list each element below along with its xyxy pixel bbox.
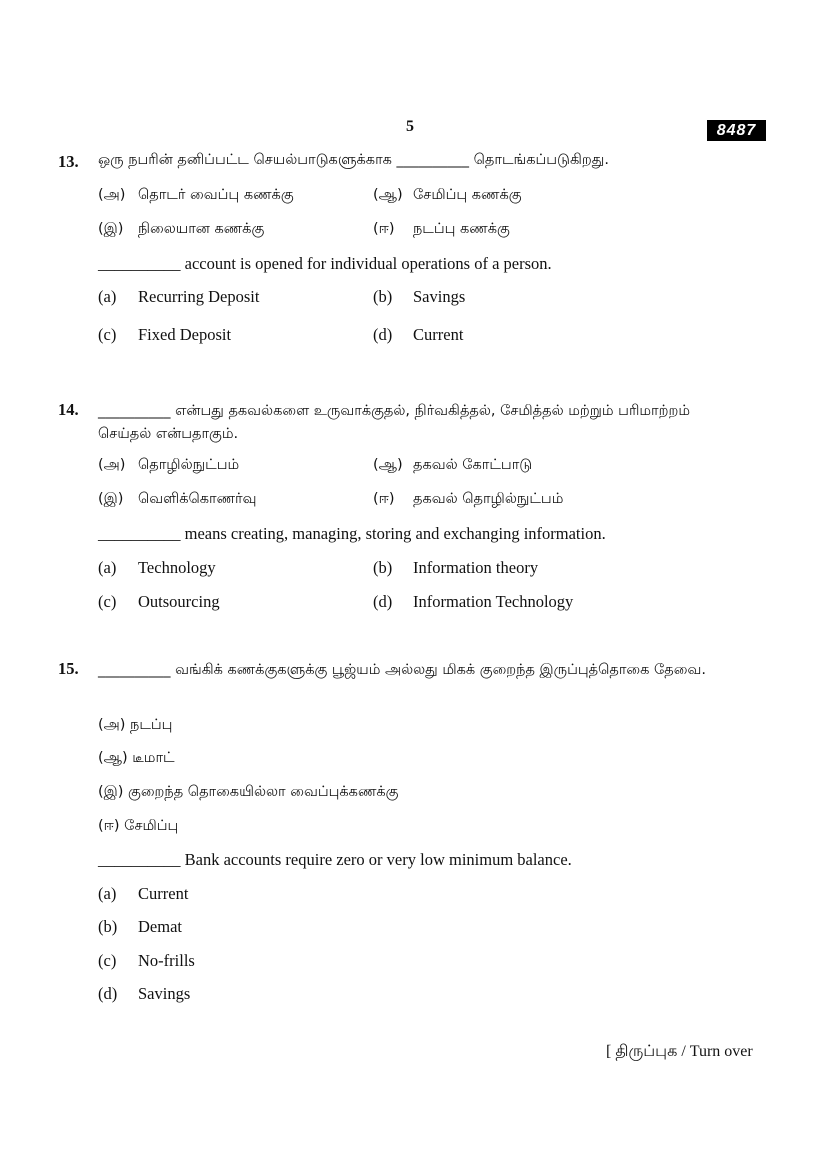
- option-label: (d): [373, 325, 393, 344]
- option-a-english: [98, 558, 216, 578]
- option-b-tamil: [373, 187, 522, 205]
- option-label: (c): [98, 325, 117, 344]
- option-text: Current: [138, 884, 189, 903]
- question-number: 15.: [58, 659, 79, 678]
- option-text: No-frills: [138, 951, 195, 970]
- option-text: Technology: [138, 558, 216, 577]
- english-question-text: __________ Bank accounts require zero or very low minimum balance.: [98, 850, 572, 869]
- option-a-tamil: [98, 187, 294, 205]
- option-label: (b): [373, 558, 393, 577]
- option-text: சேமிப்பு: [124, 818, 179, 834]
- option-text: Current: [413, 325, 464, 344]
- option-text: வெளிக்கொணர்வு: [138, 491, 257, 507]
- option-label: (ஈ): [98, 818, 120, 834]
- option-d-english: [98, 984, 190, 1004]
- option-c-english: [98, 325, 231, 345]
- tamil-question-text: ஒரு நபரின் தனிப்பட்ட செயல்பாடுகளுக்காக __________ தொடங்கப்படுகிறது.: [98, 152, 609, 168]
- option-text: Demat: [138, 917, 182, 936]
- tamil-question-text: __________ வங்கிக் கணக்குகளுக்கு பூஜ்யம் அல்லது மிகக் குறைந்த இருப்புத்தொகை தேவை.: [98, 662, 706, 678]
- paper-code-badge: 8487: [707, 120, 766, 141]
- option-label: (ஈ): [373, 491, 395, 507]
- option-a-tamil: [98, 717, 172, 735]
- option-text: Fixed Deposit: [138, 325, 232, 344]
- option-label: (அ): [98, 717, 126, 733]
- option-label: (a): [98, 287, 117, 306]
- turn-over-footer: [ திருப்புக / Turn over: [606, 1043, 753, 1060]
- option-b-tamil: [98, 750, 175, 768]
- option-text: நடப்பு கணக்கு: [413, 221, 510, 237]
- option-c-tamil: [98, 221, 264, 239]
- option-label: (அ): [98, 187, 126, 203]
- option-a-tamil: [98, 457, 239, 475]
- option-b-english: [98, 917, 182, 937]
- option-text: நிலையான கணக்கு: [138, 221, 265, 237]
- option-text: நடப்பு: [130, 717, 173, 733]
- option-text: டீமாட்: [132, 750, 175, 766]
- english-question-text: __________ means creating, managing, storing and exchanging information.: [98, 524, 606, 543]
- option-label: (c): [98, 951, 117, 970]
- option-text: Recurring Deposit: [138, 287, 260, 306]
- option-d-tamil: [98, 818, 178, 836]
- option-label: (b): [373, 287, 393, 306]
- option-d-tamil: [373, 221, 510, 239]
- option-c-tamil: [98, 491, 257, 509]
- option-a-english: [98, 884, 188, 904]
- option-label: (ஆ): [373, 457, 403, 473]
- option-d-english: [373, 325, 463, 345]
- option-text: குறைந்த தொகையில்லா வைப்புக்கணக்கு: [128, 784, 399, 800]
- option-text: தொழில்நுட்பம்: [138, 457, 240, 473]
- option-label: (b): [98, 917, 118, 936]
- question-number: 14.: [58, 400, 79, 419]
- question-number: 13.: [58, 152, 79, 171]
- option-label: (c): [98, 592, 117, 611]
- option-label: (d): [98, 984, 118, 1003]
- option-b-english: [373, 287, 465, 307]
- page-number: 5: [406, 118, 414, 135]
- option-label: (இ): [98, 221, 124, 237]
- option-label: (d): [373, 592, 393, 611]
- option-label: (இ): [98, 784, 124, 800]
- tamil-question-text: __________ என்பது தகவல்களை உருவாக்குதல், நிர்வகித்தல், சேமித்தல் மற்றும் பரிமாற்றம் செய்தல் என்பதாகும்.: [98, 403, 691, 442]
- option-label: (அ): [98, 457, 126, 473]
- option-text: Savings: [413, 287, 466, 306]
- option-d-tamil: [373, 491, 563, 509]
- option-b-english: [373, 558, 538, 578]
- option-label: (a): [98, 884, 117, 903]
- option-text: தொடர் வைப்பு கணக்கு: [138, 187, 294, 203]
- option-c-english: [98, 951, 195, 971]
- option-c-tamil: [98, 784, 398, 802]
- option-text: Information theory: [413, 558, 539, 577]
- option-d-english: [373, 592, 573, 612]
- option-label: (இ): [98, 491, 124, 507]
- option-label: (ஆ): [373, 187, 403, 203]
- option-text: தகவல் தொழில்நுட்பம்: [413, 491, 564, 507]
- option-text: தகவல் கோட்பாடு: [413, 457, 533, 473]
- option-a-english: [98, 287, 259, 307]
- option-text: சேமிப்பு கணக்கு: [413, 187, 522, 203]
- option-b-tamil: [373, 457, 532, 475]
- english-question-text: __________ account is opened for individual operations of a person.: [98, 254, 552, 273]
- option-text: Savings: [138, 984, 191, 1003]
- option-text: Information Technology: [413, 592, 574, 611]
- option-label: (ஈ): [373, 221, 395, 237]
- option-text: Outsourcing: [138, 592, 220, 611]
- option-label: (a): [98, 558, 117, 577]
- option-label: (ஆ): [98, 750, 128, 766]
- option-c-english: [98, 592, 220, 612]
